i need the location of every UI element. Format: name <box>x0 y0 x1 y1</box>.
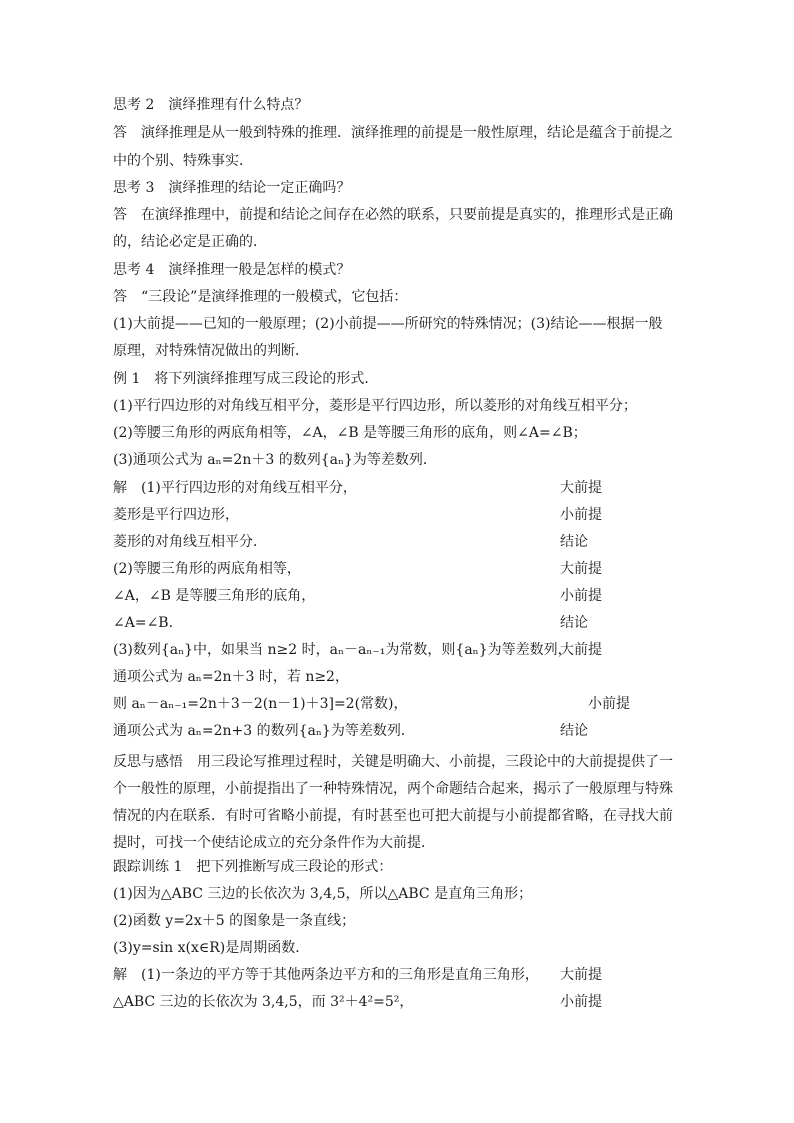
tag-major-premise: 大前提 <box>560 967 602 983</box>
training1-title: 跟踪训练 1 把下列推断写成三段论的形式： <box>113 859 393 875</box>
tag-minor-premise: 小前提 <box>560 994 602 1010</box>
example1-part1: (1)平行四边形的对角线互相平分，菱形是平行四边形，所以菱形的对角线互相平分； <box>113 398 637 414</box>
example1-title: 例 1 将下列演绎推理写成三段论的形式． <box>113 371 379 387</box>
example1-part3: (3)通项公式为 aₙ=2n＋3 的数列{aₙ}为等差数列． <box>113 452 437 468</box>
solution1-line2: 菱形是平行四边形， <box>113 507 239 523</box>
think3-answer-line1: 答 在演绎推理中，前提和结论之间存在必然的联系，只要前提是真实的，推理形式是正确 <box>113 207 673 223</box>
tag-conclusion: 结论 <box>560 534 588 550</box>
think2-question: 思考 2 演绎推理有什么特点？ <box>113 97 309 113</box>
tag-minor-premise: 小前提 <box>588 696 630 712</box>
training1-part3: (3)y=sin x(x∈R)是周期函数． <box>113 940 310 956</box>
training1-part2: (2)函数 y=2x＋5 的图象是一条直线； <box>113 913 356 929</box>
think4-answer-line2: (1)大前提——已知的一般原理；(2)小前提——所研究的特殊情况；(3)结论——根据一般 <box>113 316 663 332</box>
think3-answer-line2: 的，结论必定是正确的． <box>113 234 267 250</box>
tag-major-premise: 大前提 <box>560 561 602 577</box>
solution1-line10: 通项公式为 aₙ=2n+3 的数列{aₙ}为等差数列． <box>113 723 415 739</box>
training1-part1: (1)因为△ABC 三边的长依次为 3,4,5，所以△ABC 是直角三角形； <box>113 886 533 902</box>
think4-question: 思考 4 演绎推理一般是怎样的模式？ <box>113 262 351 278</box>
example1-part2: (2)等腰三角形的两底角相等，∠A，∠B 是等腰三角形的底角，则∠A=∠B； <box>113 425 587 441</box>
reflection-paragraph: 反思与感悟 用三段论写推理过程时，关键是明确大、小前提，三段论中的大前提提供了一个一般性的原理，小前提指出了一种特殊情况，两个命题结合起来，揭示了一般原理与特殊情况的内在联系．有时可省略小前提，有时甚至也可把大前提与小前提都省略，在寻找大前提时，可找一个使结论成立的充分条件作为大前提． <box>113 754 673 851</box>
tag-minor-premise: 小前提 <box>560 507 602 523</box>
think4-answer-line3: 原理，对特殊情况做出的判断． <box>113 343 309 359</box>
think2-answer-line1: 答 演绎推理是从一般到特殊的推理．演绎推理的前提是一般性原理，结论是蕴含于前提之 <box>113 125 673 141</box>
solution1-line4: (2)等腰三角形的两底角相等， <box>113 561 301 577</box>
solution1-line9: 则 aₙ－aₙ₋₁=2n＋3－2(n－1)＋3]=2(常数)， <box>113 696 408 712</box>
think3-question: 思考 3 演绎推理的结论一定正确吗？ <box>113 180 351 196</box>
solution2-line1: 解 (1)一条边的平方等于其他两条边平方和的三角形是直角三角形， <box>113 967 539 983</box>
solution1-line5: ∠A，∠B 是等腰三角形的底角， <box>113 588 316 604</box>
tag-major-premise: 大前提 <box>560 480 602 496</box>
tag-minor-premise: 小前提 <box>560 588 602 604</box>
think4-answer-line1: 答 “三段论”是演绎推理的一般模式，它包括： <box>113 289 408 305</box>
solution1-line3: 菱形的对角线互相平分． <box>113 534 267 550</box>
solution1-line8: 通项公式为 aₙ=2n＋3 时，若 n≥2， <box>113 669 349 685</box>
solution1-line6: ∠A=∠B. <box>113 615 174 631</box>
tag-major-premise: 大前提 <box>560 642 602 658</box>
think2-answer-line2: 中的个别、特殊事实． <box>113 153 253 169</box>
solution1-line7: (3)数列{aₙ}中，如果当 n≥2 时，aₙ－aₙ₋₁为常数，则{aₙ}为等差数列， <box>113 642 572 658</box>
tag-conclusion: 结论 <box>560 723 588 739</box>
tag-conclusion: 结论 <box>560 615 588 631</box>
solution1-line1: 解 (1)平行四边形的对角线互相平分， <box>113 480 357 496</box>
solution2-line2: △ABC 三边的长依次为 3,4,5，而 3²＋4²=5²， <box>113 994 414 1010</box>
